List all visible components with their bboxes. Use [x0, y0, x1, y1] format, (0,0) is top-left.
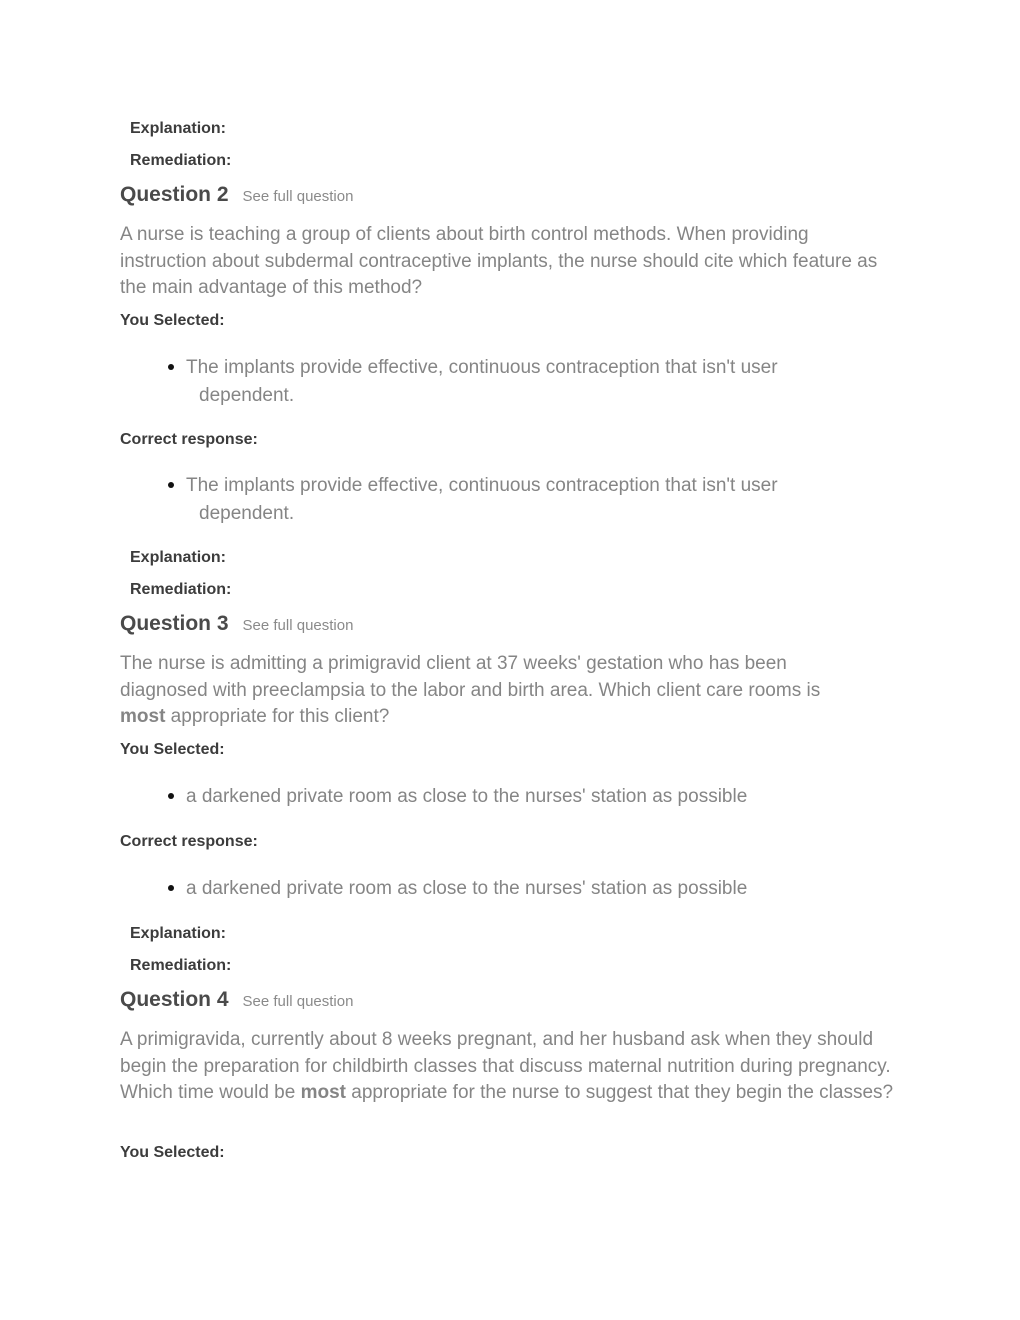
remediation-label: Remediation: — [130, 581, 232, 598]
answer-text: The implants provide effective, continuous contraception that isn't user dependent. — [186, 357, 778, 406]
see-full-question-link[interactable]: See full question — [242, 188, 354, 205]
question-3-header — [120, 612, 353, 636]
question-4-header — [120, 988, 353, 1012]
selected-answer — [168, 354, 818, 409]
question-title: Question 4 — [120, 988, 229, 1011]
remediation-label: Remediation: — [130, 152, 232, 169]
correct-answer — [168, 875, 818, 903]
answer-text: a darkened private room as close to the nurses' station as possible — [186, 786, 748, 807]
question-text: A nurse is teaching a group of clients about birth control methods. When providing instruction about subdermal contraceptive implants, the nurse should cite which feature as the main advantage of this method? — [120, 224, 878, 298]
bullet-icon — [168, 482, 174, 488]
you-selected-label: You Selected: — [120, 1144, 225, 1161]
correct-response-label: Correct response: — [120, 833, 258, 850]
see-full-question-link[interactable]: See full question — [242, 617, 354, 634]
question-text: The nurse is admitting a primigravid client at 37 weeks' gestation who has been diagnosed with preeclampsia to the labor and birth area. Which client care rooms is most appropriate for this client? — [120, 653, 821, 727]
answer-text: The implants provide effective, continuous contraception that isn't user dependent. — [186, 475, 778, 524]
you-selected-label: You Selected: — [120, 312, 225, 329]
explanation-label: Explanation: — [130, 120, 227, 137]
bullet-icon — [168, 364, 174, 370]
see-full-question-link[interactable]: See full question — [242, 993, 354, 1010]
you-selected-label: You Selected: — [120, 741, 225, 758]
answer-text: a darkened private room as close to the nurses' station as possible — [186, 878, 748, 899]
correct-response-label: Correct response: — [120, 431, 258, 448]
correct-answer — [168, 472, 818, 527]
selected-answer — [168, 783, 818, 811]
remediation-label: Remediation: — [130, 957, 232, 974]
question-title: Question 2 — [120, 183, 229, 206]
bullet-icon — [168, 793, 174, 799]
explanation-label: Explanation: — [130, 925, 227, 942]
bullet-icon — [168, 885, 174, 891]
explanation-label: Explanation: — [130, 549, 227, 566]
question-title: Question 3 — [120, 612, 229, 635]
question-2-header — [120, 183, 353, 207]
question-text: A primigravida, currently about 8 weeks pregnant, and her husband ask when they should begin the preparation for childbirth classes that discuss maternal nutrition during pregnancy. Which time would be most appropriate for the nurse to suggest that they begin the classes? — [120, 1029, 894, 1103]
